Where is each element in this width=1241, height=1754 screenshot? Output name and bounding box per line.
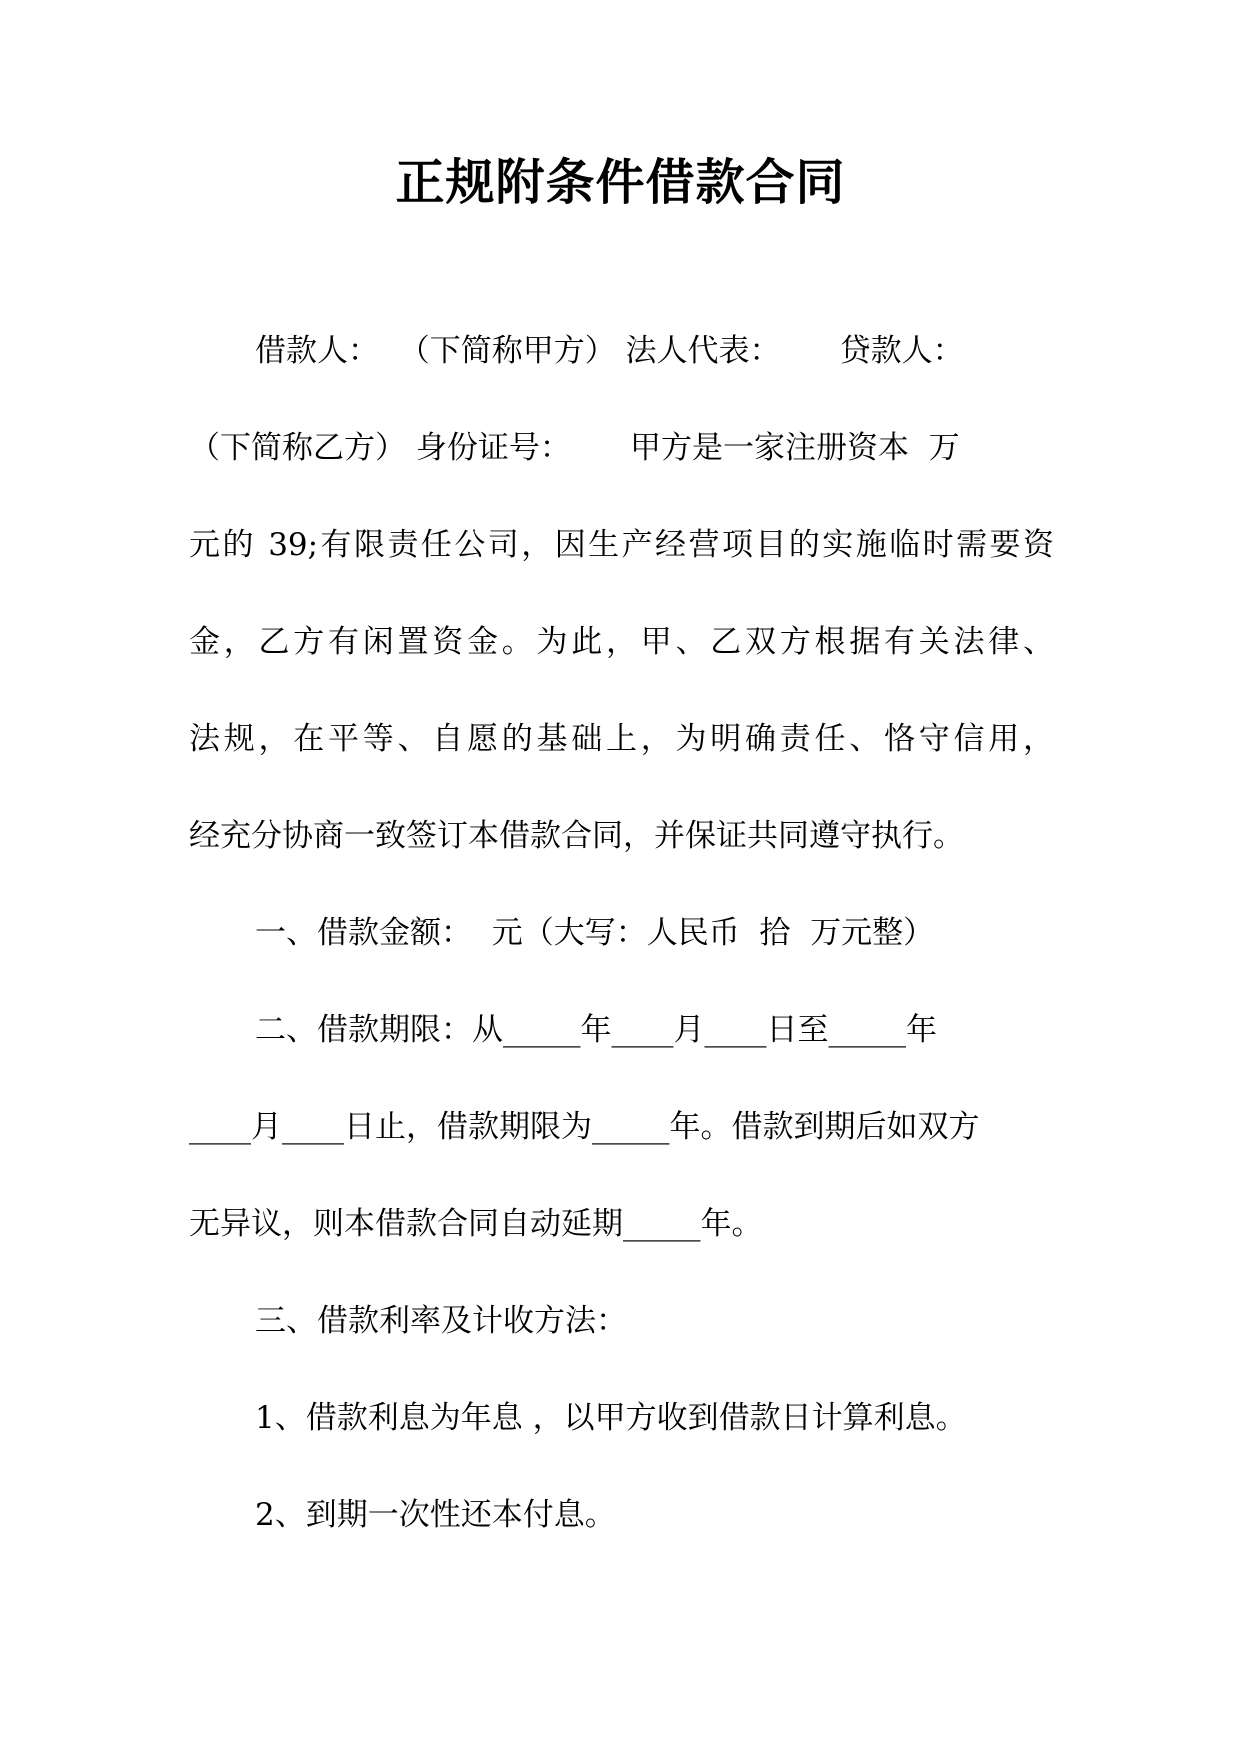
clause-interest-item-2: 2、到期一次性还本付息。 [255, 1497, 616, 1533]
clause-loan-extension: 无异议，则本借款合同自动延期_____年。 [189, 1206, 763, 1242]
paragraph-line-funds: 金，乙方有闲置资金。为此，甲、乙双方根据有关法律、 [189, 624, 1054, 660]
paragraph-line-parties: 借款人： （下简称甲方） 法人代表： 贷款人： [255, 333, 964, 369]
clause-loan-term-continued: ____月____日止，借款期限为_____年。借款到期后如双方 [189, 1109, 980, 1145]
contract-body [189, 303, 1054, 1564]
clause-loan-term: 二、借款期限：从_____年____月____日至_____年 [255, 1012, 937, 1048]
paragraph-line-principles: 法规，在平等、自愿的基础上，为明确责任、恪守信用， [189, 721, 1054, 757]
clause-loan-amount: 一、借款金额： 元（大写：人民币 拾 万元整） [255, 915, 935, 951]
paragraph-line-company: 元的 39;有限责任公司，因生产经营项目的实施临时需要资 [189, 527, 1054, 563]
clause-interest-item-1: 1、借款利息为年息 ，以甲方收到借款日计算利息。 [255, 1400, 967, 1436]
document-title: 正规附条件借款合同 [395, 154, 846, 211]
paragraph-line-agreement: 经充分协商一致签订本借款合同，并保证共同遵守执行。 [189, 818, 964, 854]
paragraph-line-id: （下简称乙方） 身份证号： 甲方是一家注册资本 万 [189, 430, 960, 466]
clause-interest-heading: 三、借款利率及计收方法： [255, 1303, 627, 1339]
